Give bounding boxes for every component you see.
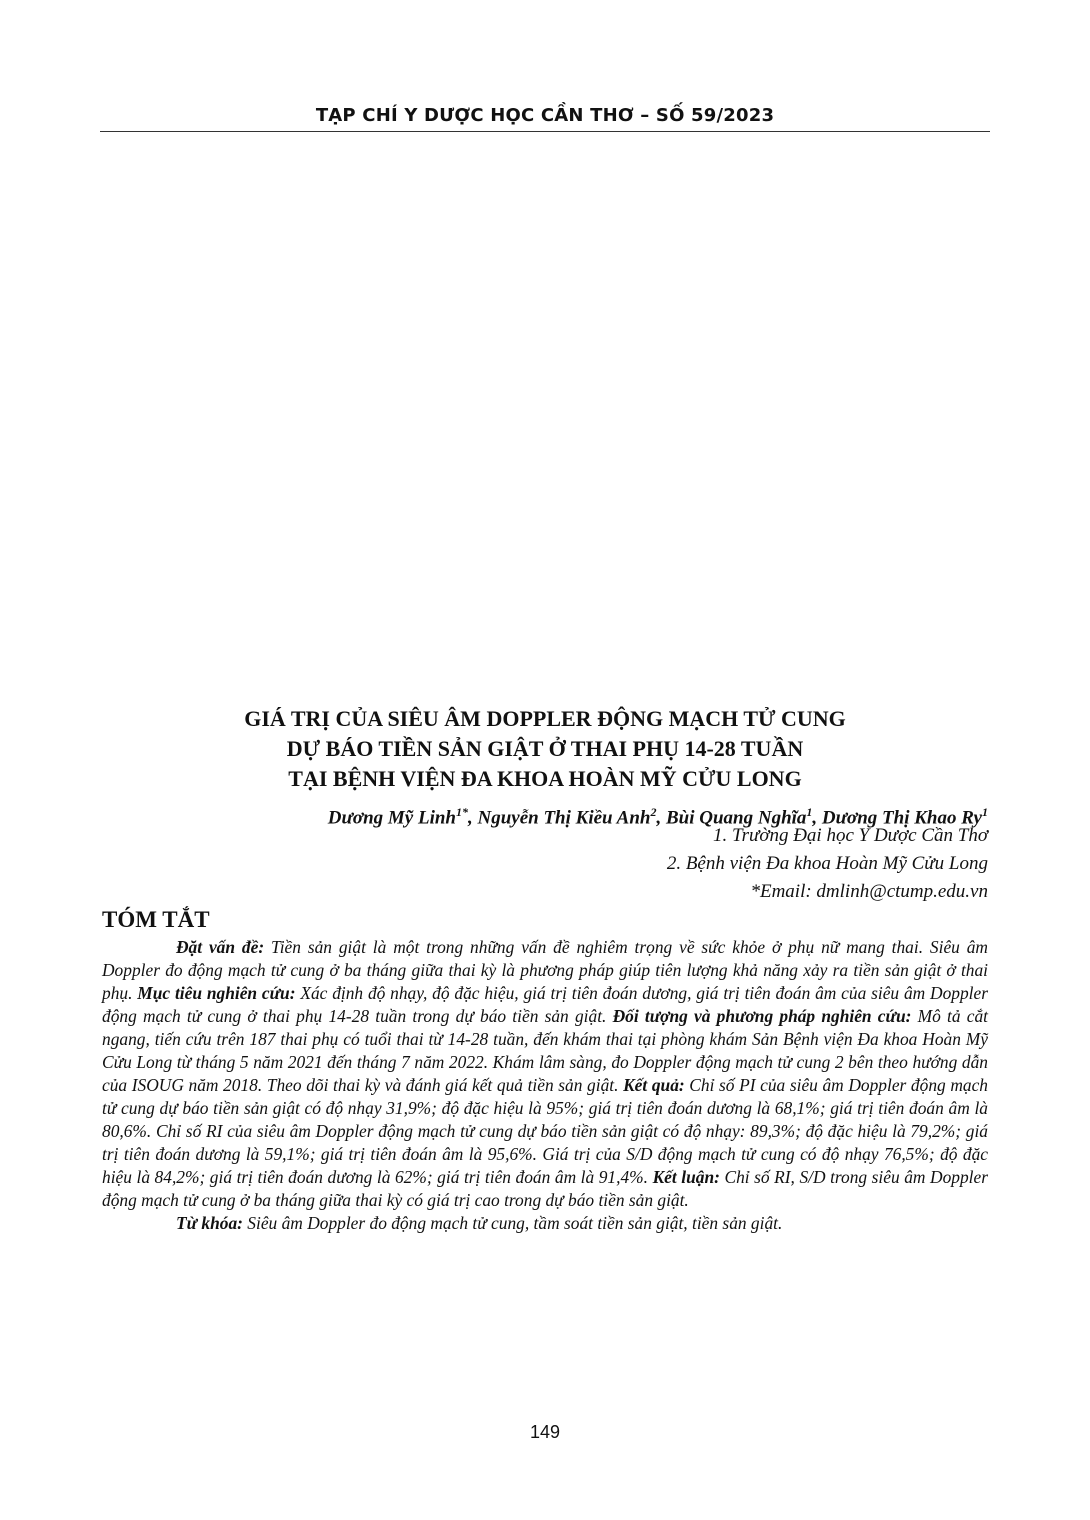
title-line-3: TẠI BỆNH VIỆN ĐA KHOA HOÀN MỸ CỬU LONG bbox=[288, 766, 802, 791]
methods-label: Đối tượng và phương pháp nghiên cứu: bbox=[612, 1006, 912, 1026]
affiliation-1: 1. Trường Đại học Y Dược Cần Thơ bbox=[713, 825, 988, 846]
journal-header: TẠP CHÍ Y DƯỢC HỌC CẦN THƠ – SỐ 59/2023 bbox=[315, 105, 775, 126]
background-text: Tiền sản giật là một trong những vấn đề nghiêm trọng về sức khỏe ở phụ nữ mang thai. Siêu âm Doppler đo động mạch tử cung ở ba tháng giữa thai kỳ là phương pháp giúp tiên lượng khả năng xảy ra tiền sản giật ở thai phụ. bbox=[102, 937, 988, 1003]
methods-text: Mô tả cắt ngang, tiến cứu trên 187 thai phụ có tuổi thai từ 14-28 tuần, đến khám thai tại phòng khám Sản Bệnh viện Đa khoa Hoàn Mỹ Cửu Long từ tháng 5 năm 2021 đến tháng 7 năm 2022. Khám lâm sàng, đo Doppler động mạch tử cung 2 bên theo hướng dẫn của ISOUG năm 2018. Theo dõi thai kỳ và đánh giá kết quả tiền sản giật. bbox=[102, 1006, 989, 1095]
author-mark: 1 bbox=[982, 805, 988, 819]
conclusion-text: Chỉ số RI, S/D trong siêu âm Doppler động mạch tử cung ở ba tháng giữa thai kỳ có giá trị cao trong dự báo tiền sản giật. bbox=[102, 1167, 988, 1210]
affiliation-2: 2. Bệnh viện Đa khoa Hoàn Mỹ Cửu Long bbox=[666, 853, 988, 874]
title-line-2: DỰ BÁO TIỀN SẢN GIẬT Ở THAI PHỤ 14-28 TUẦN bbox=[286, 736, 804, 761]
objective-text: Xác định độ nhạy, độ đặc hiệu, giá trị tiên đoán dương, giá trị tiên đoán âm của siêu âm Doppler động mạch tử cung ở thai phụ 14-28 tuần trong dự báo tiền sản giật. bbox=[102, 983, 988, 1026]
keywords-paragraph bbox=[102, 1212, 988, 1235]
conclusion-label: Kết luận: bbox=[652, 1167, 720, 1187]
corresponding-email: *Email: dmlinh@ctump.edu.vn bbox=[750, 881, 988, 902]
author-mark: 2 bbox=[650, 805, 657, 819]
title-line-1: GIÁ TRỊ CỦA SIÊU ÂM DOPPLER ĐỘNG MẠCH TỬ CUNG bbox=[244, 706, 846, 731]
header-divider bbox=[100, 131, 990, 132]
keywords-label: Từ khóa: bbox=[176, 1213, 243, 1233]
abstract-paragraph bbox=[102, 936, 988, 1212]
objective-label: Mục tiêu nghiên cứu: bbox=[137, 983, 296, 1003]
keywords-text: Siêu âm Doppler đo động mạch tử cung, tầm soát tiền sản giật, tiền sản giật. bbox=[242, 1213, 783, 1233]
author-separator: , bbox=[812, 807, 822, 829]
author-name: Bùi Quang Nghĩa bbox=[665, 807, 807, 829]
page-number: 149 bbox=[529, 1422, 561, 1442]
abstract-heading: TÓM TẮT bbox=[102, 907, 210, 932]
results-text: Chỉ số PI của siêu âm Doppler động mạch tử cung dự báo tiền sản giật có độ nhạy 31,9%; độ đặc hiệu là 95%; giá trị tiên đoán dương là 68,1%; giá trị tiên đoán âm là 80,6%. Chỉ số RI của siêu âm Doppler động mạch tử cung dự báo tiền sản giật có độ nhạy: 89,3%; độ đặc hiệu là 79,2%; giá trị tiên đoán dương là 59,1%; giá trị tiên đoán âm là 95,6%. Giá trị của S/D động mạch tử cung có độ nhạy 76,5%; độ đặc hiệu là 84,2%; giá trị tiên đoán dương là 62%; giá trị tiên đoán âm là 91,4%. bbox=[102, 1075, 988, 1187]
author-name: Nguyễn Thị Kiều Anh bbox=[477, 807, 651, 829]
background-label: Đặt vấn đề: bbox=[176, 937, 265, 957]
author-name: Dương Mỹ Linh bbox=[327, 807, 456, 829]
article-title bbox=[100, 704, 990, 794]
author-mark: 1 bbox=[806, 805, 813, 819]
author-separator: , bbox=[467, 807, 478, 829]
author-separator: , bbox=[656, 807, 666, 829]
author-mark: 1* bbox=[455, 805, 468, 819]
results-label: Kết quả: bbox=[623, 1075, 685, 1095]
author-name: Dương Thị Khao Ry bbox=[821, 807, 982, 829]
abstract-body bbox=[102, 936, 988, 1235]
